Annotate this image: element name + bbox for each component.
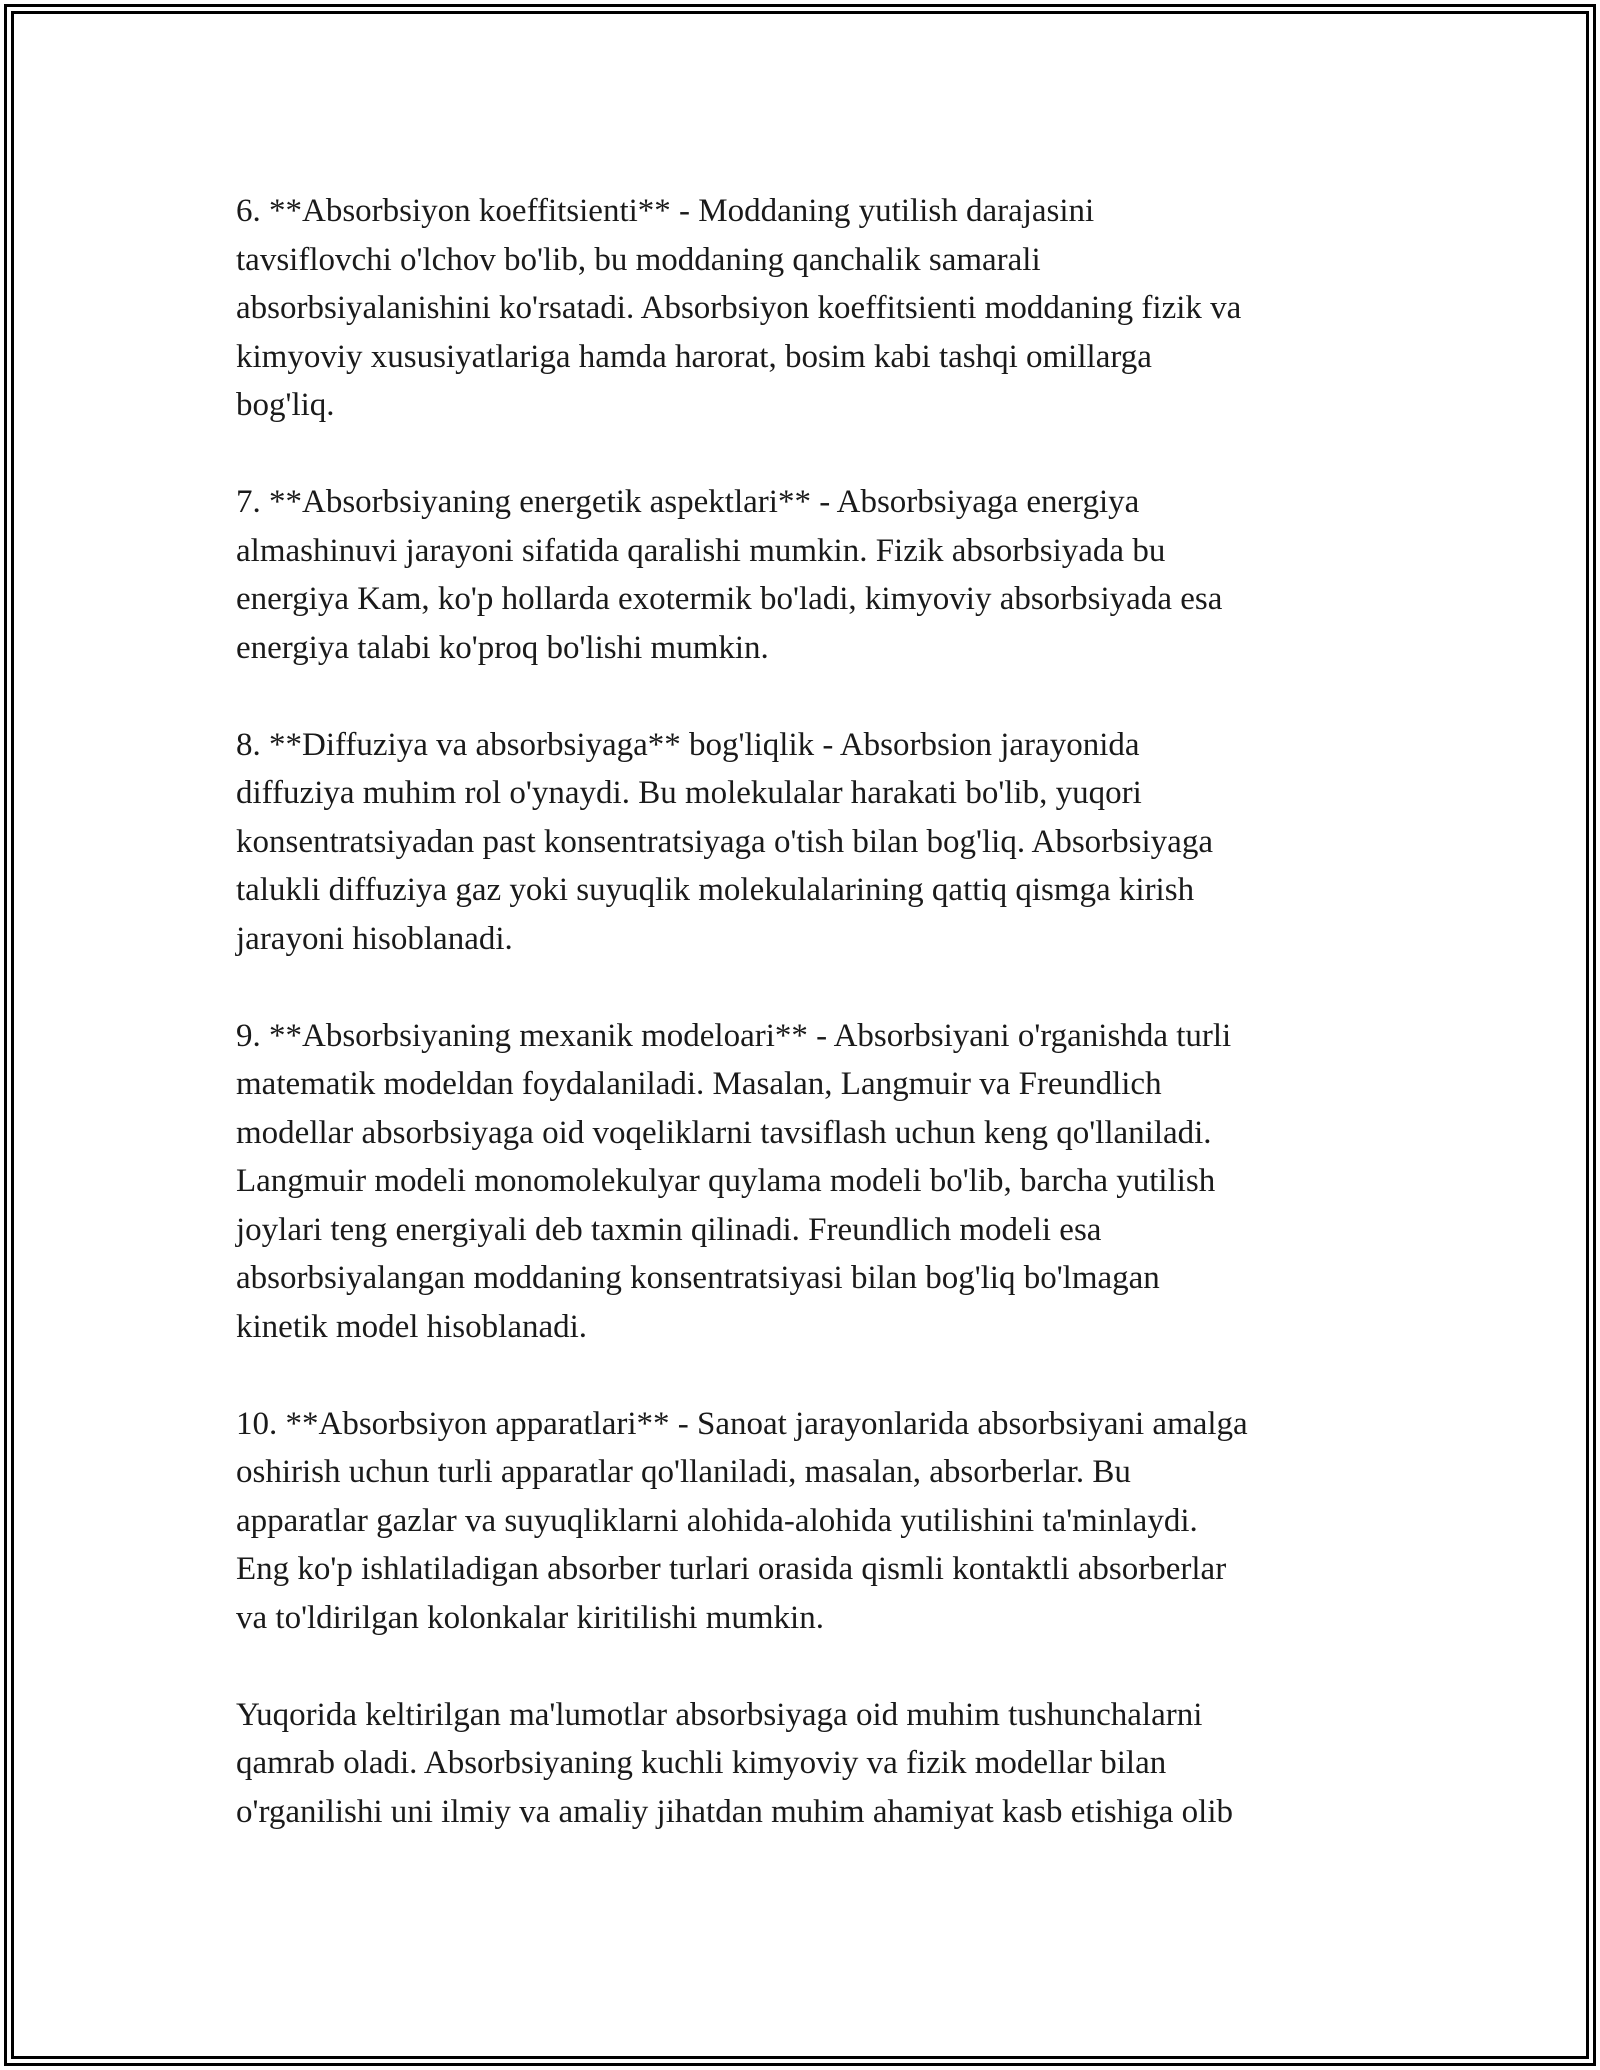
text-line: bog'liq. <box>236 387 335 423</box>
paragraph-mexanik-modellari <box>236 1012 1366 1352</box>
text-line: matematik modeldan foydalaniladi. Masalan, Langmuir va Freundlich <box>236 1066 1162 1102</box>
paragraph-absorbsiyon-koeffitsienti <box>236 187 1366 430</box>
text-line: 10. **Absorbsiyon apparatlari** - Sanoat jarayonlarida absorbsiyani amalga <box>236 1405 1248 1442</box>
text-line: joylari teng energiyali deb taxmin qilinadi. Freundlich modeli esa <box>236 1211 1102 1248</box>
text-line: almashinuvi jarayoni sifatida qaralishi mumkin. Fizik absorbsiyada bu <box>236 532 1166 569</box>
text-line: tavsiflovchi o'lchov bo'lib, bu moddaning qanchalik samarali <box>236 241 1041 278</box>
text-line: talukli diffuziya gaz yoki suyuqlik molekulalarining qattiq qismga kirish <box>236 872 1195 908</box>
text-line: Langmuir modeli monomolekulyar quylama modeli bo'lib, barcha yutilish <box>236 1163 1216 1199</box>
text-line: 7. **Absorbsiyaning energetik aspektlari** - Absorbsiyaga energiya <box>236 484 1140 520</box>
text-line: Yuqorida keltirilgan ma'lumotlar absorbsiyaga oid muhim tushunchalarni <box>236 1696 1203 1733</box>
text-line: 8. **Diffuziya va absorbsiyaga** bog'liqlik - Absorbsion jarayonida <box>236 726 1140 763</box>
text-line: apparatlar gazlar va suyuqliklarni alohida-alohida yutilishini ta'minlaydi. <box>236 1502 1198 1539</box>
text-line: absorbsiyalangan moddaning konsentratsiyasi bilan bog'liq bo'lmagan <box>236 1260 1160 1296</box>
text-line: energiya Kam, ko'p hollarda exotermik bo'ladi, kimyoviy absorbsiyada esa <box>236 581 1223 617</box>
paragraph-conclusion <box>236 1691 1366 1837</box>
text-line: modellar absorbsiyaga oid voqeliklarni tavsiflash uchun keng qo'llaniladi. <box>236 1114 1212 1151</box>
text-line: Eng ko'p ishlatiladigan absorber turlari orasida qismli kontaktli absorberlar <box>236 1551 1227 1587</box>
paragraph-energetik-aspektlari <box>236 478 1366 672</box>
paragraph-absorbsiyon-apparatlari <box>236 1400 1366 1643</box>
text-line: o'rganilishi uni ilmiy va amaliy jihatdan muhim ahamiyat kasb etishiga olib <box>236 1793 1234 1830</box>
paragraph-diffuziya <box>236 721 1366 964</box>
text-line: jarayoni hisoblanadi. <box>236 920 513 957</box>
text-line: kinetik model hisoblanadi. <box>236 1308 588 1345</box>
text-line: kimyoviy xususiyatlariga hamda harorat, bosim kabi tashqi omillarga <box>236 338 1152 375</box>
text-line: va to'ldirilgan kolonkalar kiritilishi mumkin. <box>236 1599 824 1636</box>
text-line: 6. **Absorbsiyon koeffitsienti** - Moddaning yutilish darajasini <box>236 193 1095 229</box>
text-line: 9. **Absorbsiyaning mexanik modeloari** - Absorbsiyani o'rganishda turli <box>236 1017 1232 1054</box>
text-line: energiya talabi ko'proq bo'lishi mumkin. <box>236 629 769 666</box>
document-body <box>236 187 1366 1885</box>
text-line: absorbsiyalanishini ko'rsatadi. Absorbsiyon koeffitsienti moddaning fizik va <box>236 290 1242 326</box>
text-line: oshirish uchun turli apparatlar qo'llaniladi, masalan, absorberlar. Bu <box>236 1454 1131 1490</box>
text-line: diffuziya muhim rol o'ynaydi. Bu molekulalar harakati bo'lib, yuqori <box>236 775 1142 811</box>
text-line: konsentratsiyadan past konsentratsiyaga o'tish bilan bog'liq. Absorbsiyaga <box>236 823 1213 860</box>
text-line: qamrab oladi. Absorbsiyaning kuchli kimyoviy va fizik modellar bilan <box>236 1745 1167 1781</box>
